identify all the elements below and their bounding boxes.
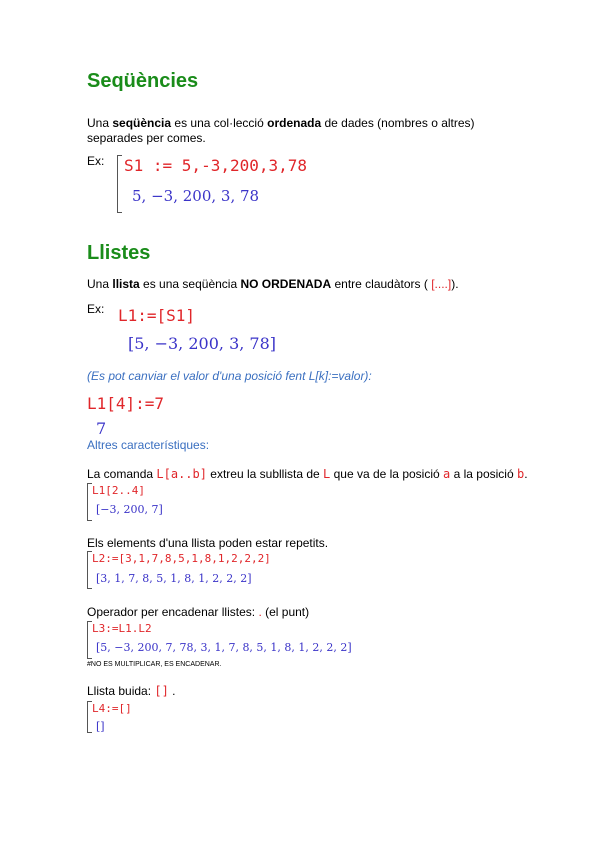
- concat-note: #NO ES MULTIPLICAR, ES ENCADENAR.: [87, 661, 222, 668]
- assign-input: L1[4]:=7: [87, 394, 165, 413]
- seq-paragraph: Una seqüència es una col·lecció ordenada de dades (nombres o altres): [87, 116, 475, 130]
- llistes-input: L1:=[S1]: [118, 306, 196, 325]
- sublist-code-bracket: [87, 483, 88, 521]
- sublist-input: L1[2..4]: [92, 484, 145, 497]
- empty-input: L4:=[]: [92, 702, 132, 715]
- seq-ex-label: Ex:: [87, 154, 105, 168]
- llistes-paragraph: Una llista es una seqüència NO ORDENADA entre claudàtors ( [....]).: [87, 277, 459, 291]
- sublist-output: [−3, 200, 7]: [96, 503, 163, 516]
- seq-input: S1 := 5,-3,200,3,78: [124, 156, 308, 175]
- repeats-output: [3, 1, 7, 8, 5, 1, 8, 1, 2, 2, 2]: [96, 572, 252, 585]
- empty-paragraph: Llista buida: [] .: [87, 684, 176, 698]
- seq-paragraph-line2: separades per comes.: [87, 131, 206, 145]
- assign-output: 7: [96, 419, 107, 438]
- concat-code-bracket: [87, 621, 88, 659]
- concat-input: L3:=L1.L2: [92, 622, 152, 635]
- sublist-paragraph: La comanda L[a..b] extreu la subllista de L que va de la posició a a la posició b.: [87, 467, 528, 481]
- concat-output: [5, −3, 200, 7, 78, 3, 1, 7, 8, 5, 1, 8, 1, 2, 2, 2]: [96, 641, 352, 654]
- llistes-output: [5, −3, 200, 3, 78]: [128, 334, 277, 353]
- llistes-note: (Es pot canviar el valor d'una posició fent L[k]:=valor):: [87, 369, 372, 383]
- empty-output: []: [96, 720, 105, 733]
- repeats-code-bracket: [87, 551, 88, 589]
- concat-paragraph: Operador per encadenar llistes: . (el punt): [87, 605, 310, 619]
- repeats-paragraph: Els elements d'una llista poden estar repetits.: [87, 536, 329, 550]
- heading-sequencies: Seqüències: [87, 70, 199, 92]
- repeats-input: L2:=[3,1,7,8,5,1,8,1,2,2,2]: [92, 552, 271, 565]
- seq-output: 5, −3, 200, 3, 78: [132, 187, 260, 205]
- llistes-ex-label: Ex:: [87, 302, 105, 316]
- heading-llistes: Llistes: [87, 242, 151, 264]
- seq-code-bracket: [117, 155, 118, 213]
- empty-code-bracket: [87, 701, 88, 733]
- altres-label: Altres característiques:: [87, 438, 210, 452]
